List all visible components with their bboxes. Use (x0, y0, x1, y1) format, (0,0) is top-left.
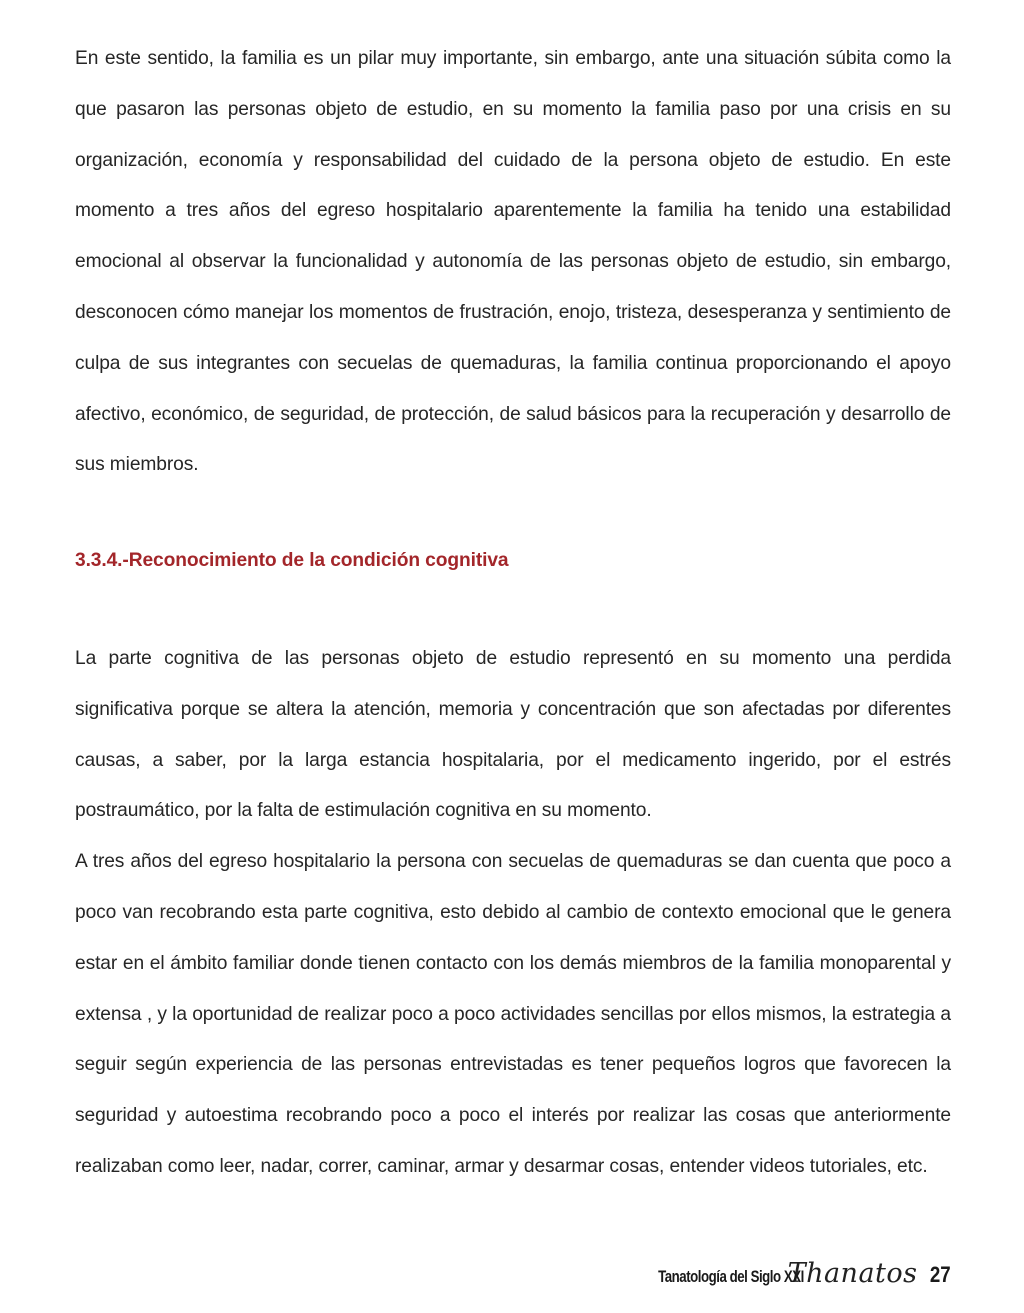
body-paragraph-recovery: A tres años del egreso hospitalario la persona con secuelas de quemaduras se dan cuenta que poco a poco van recobrando esta parte cognitiva, esto debido al cambio de contexto emocional que le genera estar en el ámbito familiar donde tienen contacto con los demás miembros de la familia monoparental y extensa , y la oportunidad de realizar poco a poco actividades sencillas por ellos mismos, la estrategia a seguir según experiencia de las personas entrevistadas es tener pequeños logros que favorecen la seguridad y autoestima recobrando poco a poco el interés por realizar las cosas que anteriormente realizaban como leer, nadar, correr, caminar, armar y desarmar cosas, entender videos tutoriales, etc. (75, 851, 951, 1177)
body-paragraph-cognitive: La parte cognitiva de las personas objeto de estudio representó en su momento una perdida significativa porque se altera la atención, memoria y concentración que son afectadas por diferentes causas, a saber, por la larga estancia hospitalaria, por el medicamento ingerido, por el estrés postraumático, por la falta de estimulación cognitiva en su momento. (75, 648, 951, 822)
section-body (75, 634, 951, 1193)
body-paragraph-family: En este sentido, la familia es un pilar muy importante, sin embargo, ante una situación súbita como la que pasaron las personas objeto de estudio, en su momento la familia paso por una crisis en su organización, economía y responsabilidad del cuidado de la persona objeto de estudio. En este momento a tres años del egreso hospitalario aparentemente la familia ha tenido una estabilidad emocional al observar la funcionalidad y autonomía de las personas objeto de estudio, sin embargo, desconocen cómo manejar los momentos de frustración, enojo, tristeza, desesperanza y sentimiento de culpa de sus integrantes con secuelas de quemaduras, la familia continua proporcionando el apoyo afectivo, económico, de seguridad, de protección, de salud básicos para la recuperación y desarrollo de sus miembros. (75, 48, 951, 476)
footer-publication-title: Tanatología del Siglo XXI (657, 1267, 804, 1286)
document-page (75, 34, 951, 1177)
page-footer (617, 1258, 952, 1294)
thanatos-logo: Thanatos (787, 1258, 918, 1289)
page-number: 27 (929, 1262, 951, 1287)
section-heading: 3.3.4.-Reconocimiento de la condición cognitiva (75, 550, 509, 571)
